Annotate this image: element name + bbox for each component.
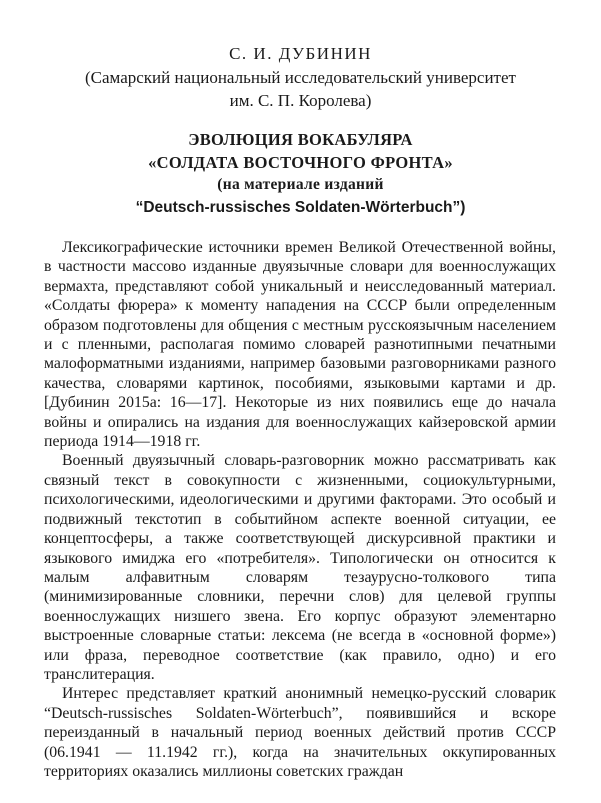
- article-body: [44, 238, 556, 781]
- affiliation-line-2: им. С. П. Королева): [229, 91, 372, 110]
- article-title-line-1: ЭВОЛЮЦИЯ ВОКАБУЛЯРА: [188, 130, 413, 149]
- author-name: С. И. ДУБИНИН: [229, 44, 372, 63]
- article-subtitle-line-1: (на материале изданий: [217, 176, 384, 193]
- paragraph-3: Интерес представляет краткий анонимный немецко-русский словарик “Deutsch-russisches Soldaten-Wörterbuch”, появившийся и вскоре переизданный в начальный период военных действий против СССР (06.1941 — 11.1942 гг.), когда на значительных оккупированных территориях оказались миллионы советских граждан: [44, 685, 556, 780]
- affiliation-line-1: (Самарский национальный исследовательский университет: [85, 68, 516, 87]
- paragraph-1: Лексикографические источники времен Великой Отечественной войны, в частности массово изданные двуязычные словари для военнослужащих вермахта, представляют собой уникальный и неисследованный материал. «Солдаты фюрера» к моменту нападения на СССР были определенным образом подготовлены для общения с местным русскоязычным населением и с пленными, располагая помимо словарей разнотипными печатными малоформатными изданиями, например базовыми разговорниками разного качества, словарями картинок, пособиями, языковыми картами и др. [Дубинин 2015a: 16—17]. Некоторые из них появились еще до начала войны и опирались на издания для военнослужащих кайзеровской армии периода 1914—1918 гг.: [44, 239, 556, 451]
- article-title-line-2: «СОЛДАТА ВОСТОЧНОГО ФРОНТА»: [148, 153, 453, 172]
- article-subtitle-line-2: “Deutsch-russisches Soldaten-Wörterbuch”): [135, 199, 466, 216]
- paragraph-2: Военный двуязычный словарь-разговорник можно рассматривать как связный текст в совокупности с жизненными, социокультурными, психологическими, идеологическими и другими факторами. Это особый и подвижный текстотип в событийном аспекте военной ситуации, ее концептосферы, а также соответствующей дискурсивной практики и языкового имиджа его «потребителя». Типологически он относится к малым алфавитным словарям тезаурусно-толкового типа (минимизированные словники, перечни слов) для целевой группы военнослужащих низшего звена. Его корпус образуют элементарно выстроенные словарные статьи: лексема (не всегда в «основной форме») или фраза, переводное соответствие (как правило, одно) и его транслитерация.: [44, 452, 556, 683]
